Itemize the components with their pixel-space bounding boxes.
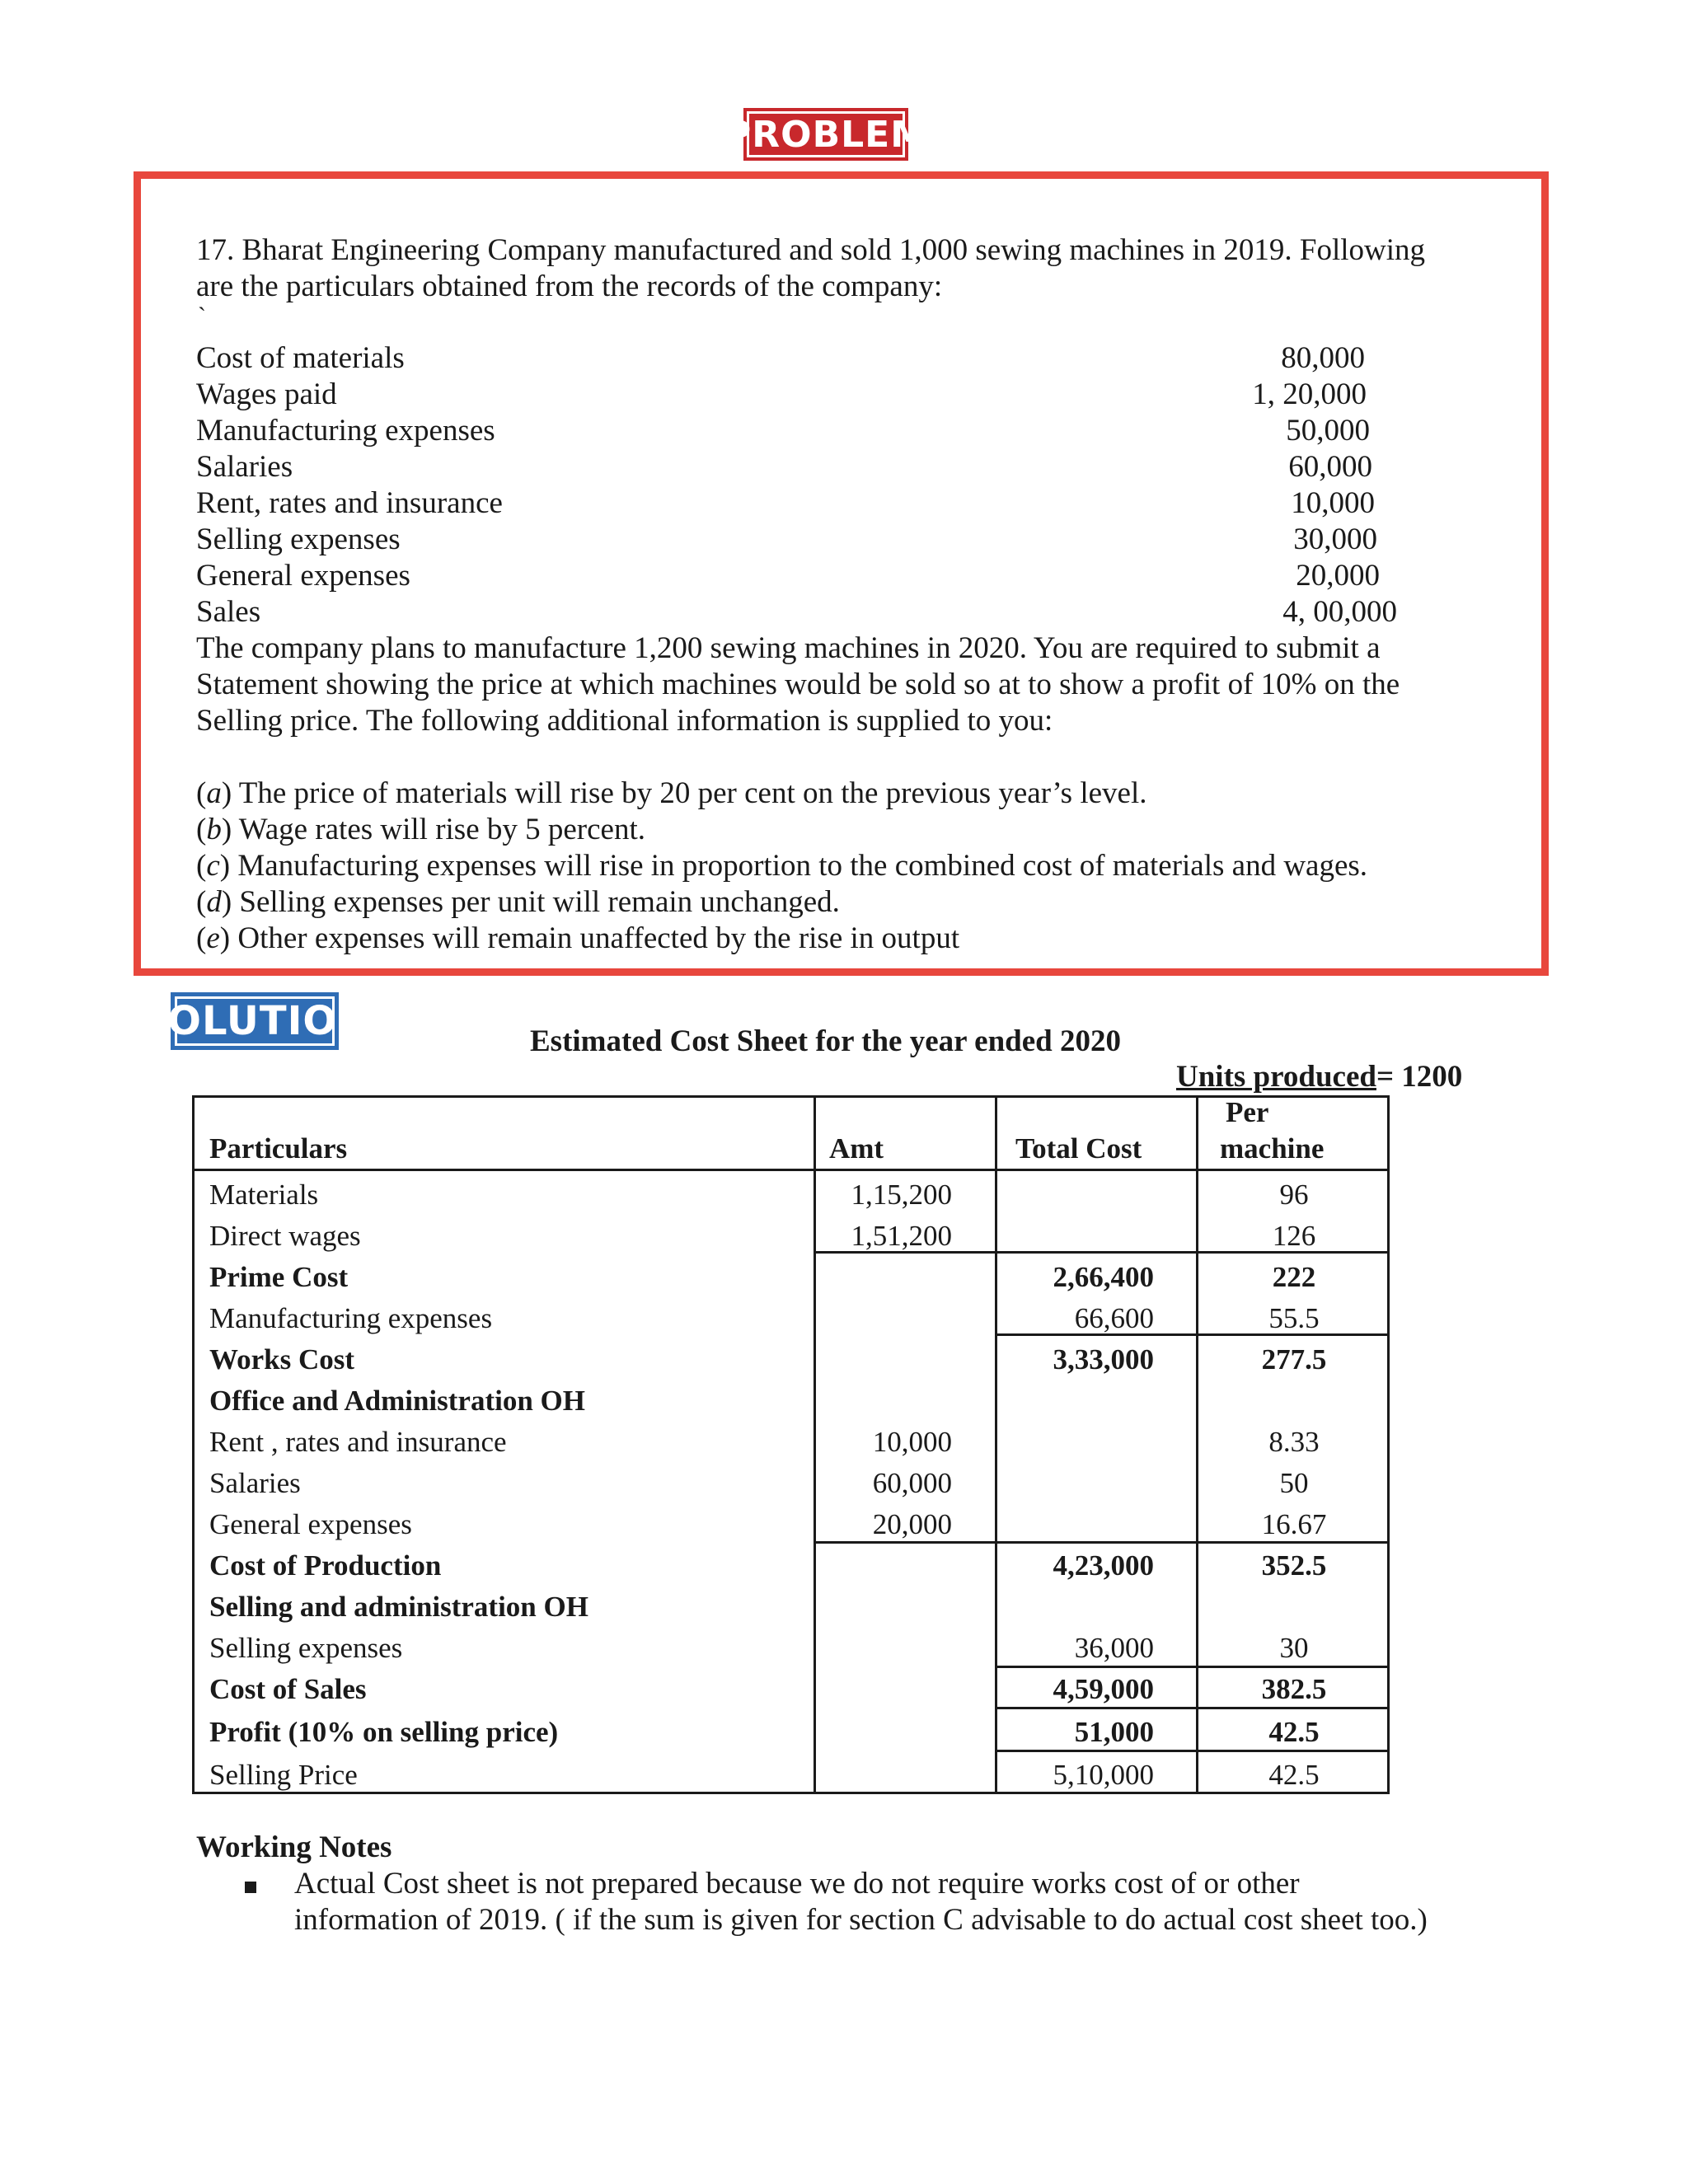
particular-value: 50,000 — [1286, 414, 1370, 448]
particular-value: 4, 00,000 — [1282, 595, 1397, 629]
row-particular: Manufacturing expenses — [209, 1302, 493, 1334]
row-per-machine: 50 — [1279, 1467, 1309, 1499]
cost-sheet-table — [192, 1095, 1390, 1794]
row-particular: Selling and administration OH — [209, 1591, 588, 1623]
row-total-cost: 5,10,000 — [1053, 1759, 1154, 1791]
row-amount: 1,51,200 — [851, 1220, 952, 1252]
particular-label: Manufacturing expenses — [196, 414, 495, 448]
row-per-machine: 382.5 — [1261, 1673, 1327, 1705]
row-total-cost: 4,59,000 — [1053, 1673, 1154, 1705]
row-per-machine: 126 — [1272, 1220, 1316, 1252]
row-amount: 20,000 — [872, 1508, 952, 1540]
row-per-machine: 277.5 — [1261, 1343, 1327, 1376]
problem-intro-line-2: are the particulars obtained from the records of the company: — [196, 269, 943, 303]
row-per-machine: 222 — [1272, 1261, 1316, 1293]
row-particular: Prime Cost — [209, 1261, 349, 1293]
row-particular: Direct wages — [209, 1220, 361, 1252]
row-amount: 1,15,200 — [851, 1179, 952, 1211]
row-per-machine: 96 — [1279, 1179, 1309, 1211]
particular-value: 80,000 — [1281, 341, 1365, 375]
row-amount: 10,000 — [872, 1426, 952, 1458]
row-particular: Materials — [209, 1179, 319, 1211]
condition-item: (a) The price of materials will rise by 20 per cent on the previous year’s level. — [196, 776, 1147, 810]
particular-label: Rent, rates and insurance — [196, 486, 503, 520]
column-divider — [995, 1098, 997, 1792]
row-total-cost: 66,600 — [1074, 1302, 1154, 1334]
row-particular: Selling Price — [209, 1759, 358, 1791]
row-total-cost: 3,33,000 — [1053, 1343, 1154, 1376]
header-per-machine: machine — [1220, 1132, 1325, 1165]
particular-label: General expenses — [196, 559, 410, 593]
particular-value: 20,000 — [1296, 559, 1380, 593]
row-per-machine: 16.67 — [1261, 1508, 1327, 1540]
row-particular: Works Cost — [209, 1343, 354, 1376]
row-per-machine: 55.5 — [1268, 1302, 1320, 1334]
row-total-cost: 36,000 — [1074, 1632, 1154, 1664]
square-bullet-icon — [245, 1882, 256, 1893]
stray-mark: ` — [198, 302, 206, 330]
cost-sheet-title: Estimated Cost Sheet for the year ended 2020 — [530, 1024, 1121, 1058]
row-per-machine: 352.5 — [1261, 1549, 1327, 1582]
row-particular: General expenses — [209, 1508, 412, 1540]
particular-value: 10,000 — [1291, 486, 1375, 520]
row-particular: Office and Administration OH — [209, 1385, 585, 1417]
particular-value: 1, 20,000 — [1252, 377, 1367, 411]
particular-value: 60,000 — [1288, 450, 1372, 484]
row-particular: Cost of Production — [209, 1549, 442, 1582]
row-per-machine: 8.33 — [1268, 1426, 1320, 1458]
row-particular: Rent , rates and insurance — [209, 1426, 507, 1458]
header-per-machine: Per — [1226, 1096, 1269, 1128]
row-particular: Selling expenses — [209, 1632, 403, 1664]
header-total-cost: Total Cost — [1015, 1132, 1142, 1165]
problem-plan-line-1: The company plans to manufacture 1,200 sewing machines in 2020. You are required to submit a — [196, 631, 1381, 665]
row-particular: Profit (10% on selling price) — [209, 1716, 559, 1748]
row-particular: Cost of Sales — [209, 1673, 367, 1705]
particular-label: Selling expenses — [196, 523, 401, 556]
units-produced: Units produced= 1200 — [1176, 1060, 1463, 1094]
particular-label: Sales — [196, 595, 261, 629]
row-total-cost: 51,000 — [1074, 1716, 1154, 1748]
column-divider — [814, 1098, 816, 1792]
working-note-line-1: Actual Cost sheet is not prepared because we do not require works cost of or other — [294, 1867, 1300, 1900]
condition-item: (b) Wage rates will rise by 5 percent. — [196, 813, 645, 846]
row-per-machine: 30 — [1279, 1632, 1309, 1664]
header-particulars: Particulars — [209, 1132, 348, 1165]
solution-badge: SOLUTION — [171, 992, 339, 1050]
particular-label: Wages paid — [196, 377, 337, 411]
row-per-machine: 42.5 — [1268, 1716, 1320, 1748]
row-particular: Salaries — [209, 1467, 301, 1499]
particular-label: Cost of materials — [196, 341, 405, 375]
particular-value: 30,000 — [1293, 523, 1377, 556]
working-notes-title: Working Notes — [196, 1830, 392, 1864]
row-total-cost: 2,66,400 — [1053, 1261, 1154, 1293]
condition-item: (d) Selling expenses per unit will remain unchanged. — [196, 885, 840, 919]
problem-intro-line-1: 17. Bharat Engineering Company manufactured and sold 1,000 sewing machines in 2019. Following — [196, 233, 1426, 267]
row-amount: 60,000 — [872, 1467, 952, 1499]
condition-item: (e) Other expenses will remain unaffected by the rise in output — [196, 921, 960, 955]
row-per-machine: 42.5 — [1268, 1759, 1320, 1791]
problem-badge: PROBLEM — [743, 108, 908, 161]
problem-plan-line-3: Selling price. The following additional information is supplied to you: — [196, 704, 1053, 738]
row-total-cost: 4,23,000 — [1053, 1549, 1154, 1582]
working-note-line-2: information of 2019. ( if the sum is given for section C advisable to do actual cost sheet too.) — [294, 1903, 1428, 1937]
header-amt: Amt — [829, 1132, 884, 1165]
particular-label: Salaries — [196, 450, 293, 484]
header-rule — [195, 1169, 1387, 1171]
problem-plan-line-2: Statement showing the price at which machines would be sold so at to show a profit of 10% on the — [196, 668, 1400, 701]
condition-item: (c) Manufacturing expenses will rise in proportion to the combined cost of materials and wages. — [196, 849, 1368, 883]
